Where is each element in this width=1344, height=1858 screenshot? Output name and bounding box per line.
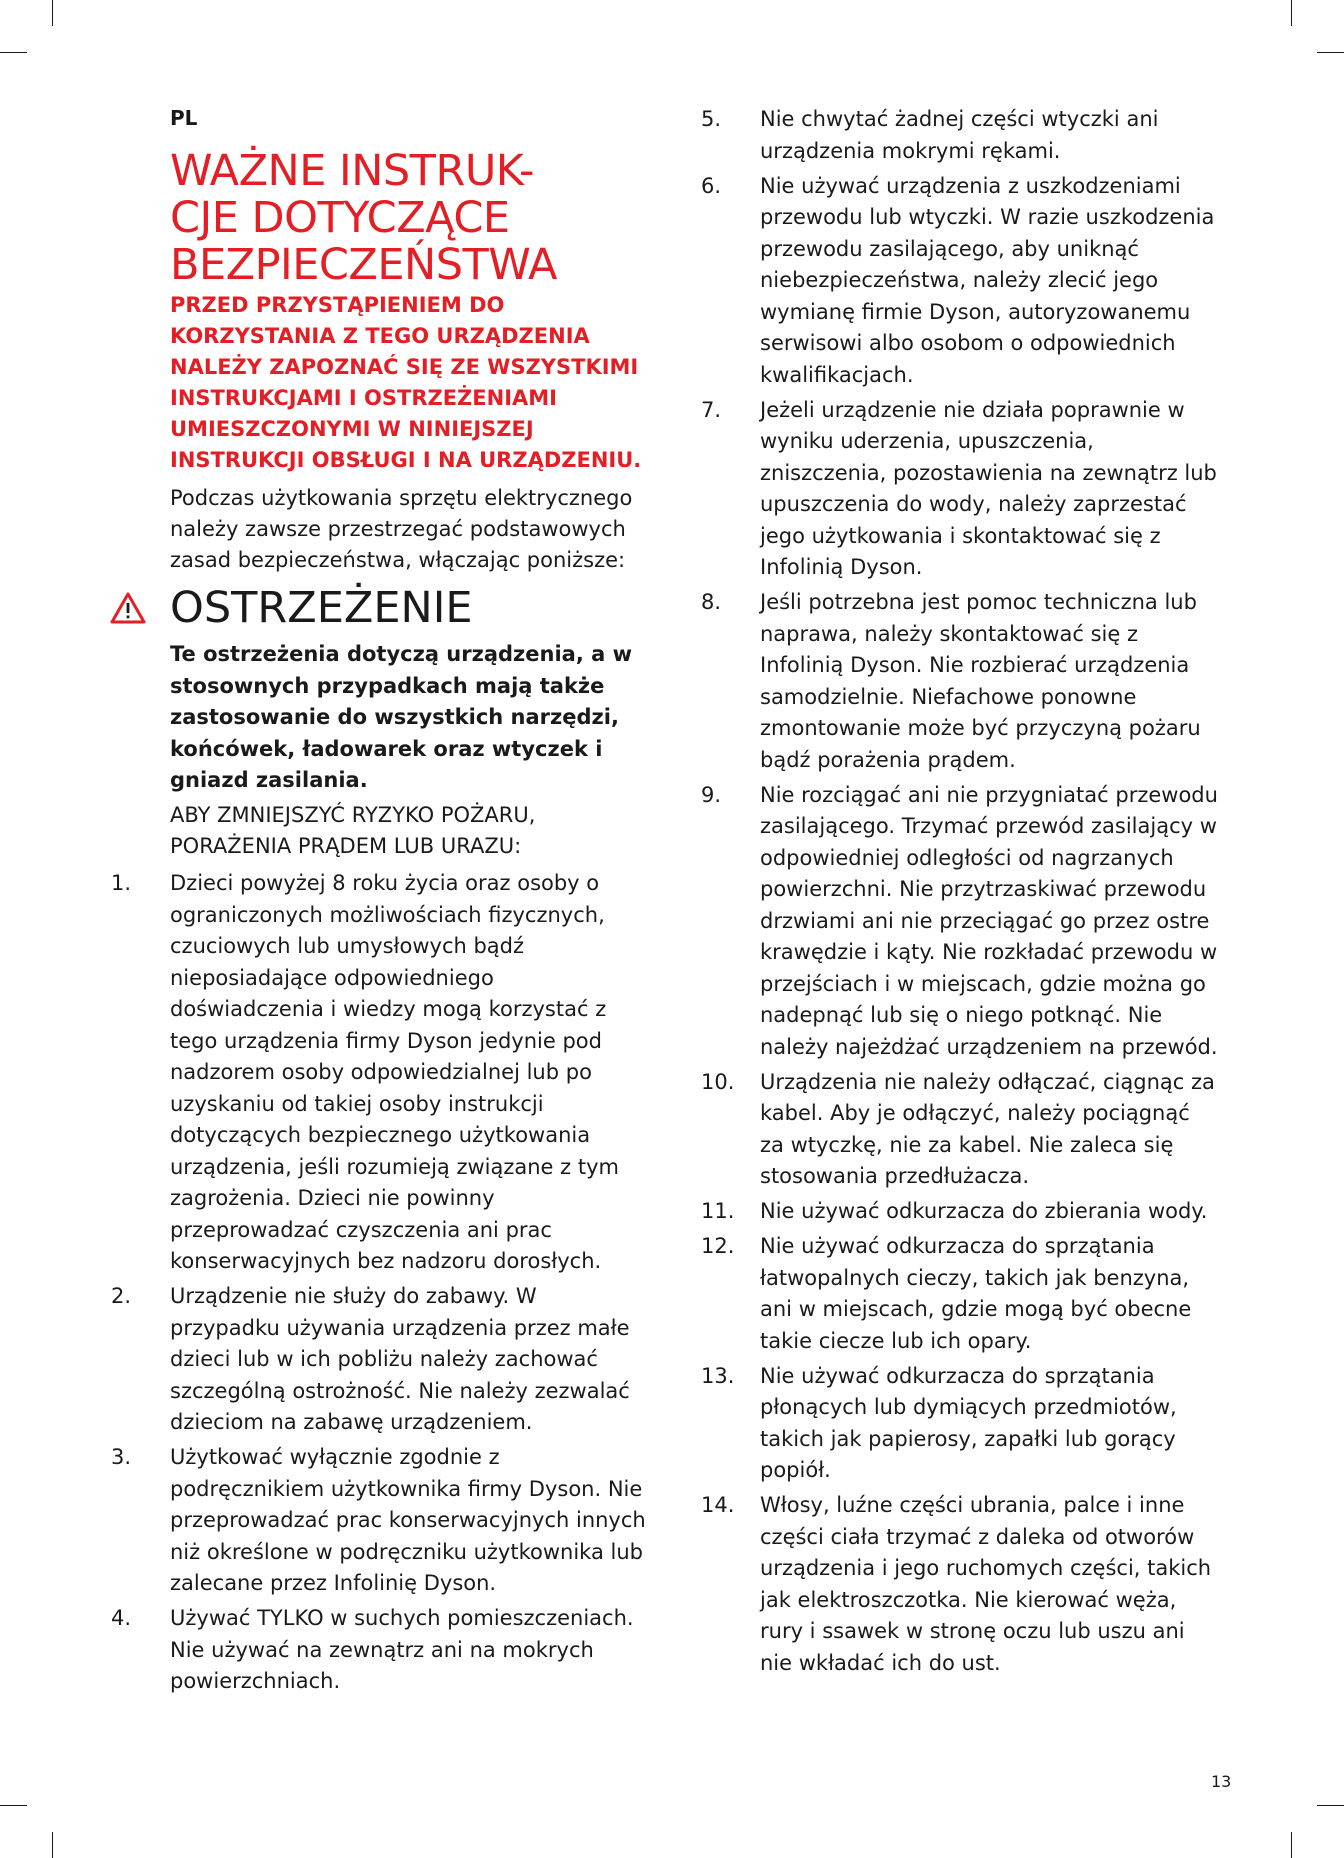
item-number: 9. bbox=[701, 782, 722, 807]
item-text: Użytkować wyłącznie zgodnie z podręcznikiem użytkownika firmy Dyson. Nie przeprowadzać prac konserwacyjnych innych niż określone w podręczniku użytkownika lub zalecane przez Infolinię Dyson. bbox=[170, 1445, 646, 1595]
list-item bbox=[701, 1067, 1220, 1193]
item-number: 7. bbox=[701, 397, 722, 422]
item-number: 8. bbox=[701, 590, 722, 614]
safety-list-left bbox=[111, 868, 651, 1701]
item-text: Nie chwytać żadnej części wtyczki ani urządzenia mokrymi rękami. bbox=[760, 107, 1159, 163]
item-text: Włosy, luźne części ubrania, palce i inne części ciała trzymać z daleka od otworów urządzenia i jego ruchomych części, takich jak elektroszczotka. Nie kierować węża, rury i ssawek w stronę oczu lub uszu ani nie wkładać ich do ust. bbox=[760, 1493, 1212, 1675]
warning-description: Te ostrzeżenia dotyczą urządzenia, a w stosownych przypadkach mają także zastosowanie do wszystkich narzędzi, końcówek, ładowarek oraz wtyczek i gniazd zasilania. bbox=[170, 642, 632, 792]
item-text: Dzieci powyżej 8 roku życia oraz osoby o ograniczonych możliwościach fizycznych, czuciowych lub umysłowych bądź nieposiadające odpowiedniego doświadczenia i wiedzy mogą korzystać z tego urządzenia firmy Dyson jedynie pod nadzorem osoby odpowiedzialnej lub po uzyskaniu od takiej osoby instrukcji dotyczących bezpiecznego użytkowania urządzenia, jeśli rozumieją związane z tym zagrożenia. Dzieci nie powinny przeprowadzać czyszczenia ani prac konserwacyjnych bez nadzoru dorosłych. bbox=[170, 871, 619, 1273]
list-item bbox=[701, 587, 1220, 776]
list-item bbox=[701, 780, 1220, 1064]
item-text: Urządzenia nie należy odłączać, ciągnąc za kabel. Aby je odłączyć, należy pociągnąć za wtyczkę, nie za kabel. Nie zaleca się stosowania przedłużacza. bbox=[760, 1069, 1215, 1188]
list-item bbox=[111, 1603, 651, 1698]
item-number: 11. bbox=[701, 1199, 735, 1223]
item-number: 12. bbox=[701, 1234, 735, 1258]
item-text: Nie używać odkurzacza do sprzątania łatwopalnych cieczy, takich jak benzyna, ani w miejscach, gdzie mogą być obecne takie ciecze lub ich opary. bbox=[760, 1234, 1192, 1353]
list-item bbox=[701, 104, 1220, 167]
list-item bbox=[701, 1196, 1220, 1228]
item-text: Jeśli potrzebna jest pomoc techniczna lub naprawa, należy skontaktować się z Infolinią Dyson. Nie rozbierać urządzenia samodzielnie. Niefachowe ponowne zmontowanie może być przyczyną pożaru bądź porażenia prądem. bbox=[760, 590, 1201, 772]
item-text: Używać TYLKO w suchych pomieszczeniach. Nie używać na zewnątrz ani na mokrych powierzchniach. bbox=[170, 1606, 634, 1693]
item-number: 6. bbox=[701, 173, 722, 198]
item-text: Urządzenie nie służy do zabawy. W przypadku używania urządzenia przez małe dzieci lub w ich pobliżu należy zachować szczególną ostrożność. Nie należy zezwalać dzieciom na zabawę urządzeniem. bbox=[170, 1284, 630, 1434]
crop-mark bbox=[0, 1805, 27, 1806]
safety-preamble: PRZED PRZYSTĄPIENIEM DO KORZYSTANIA Z TEGO URZĄDZENIA NALEŻY ZAPOZNAĆ SIĘ ZE WSZYSTKIMI INSTRUKCJAMI I OSTRZEŻENIAMI UMIESZCZONYMI W NINIEJSZEJ INSTRUKCJI OBSŁUGI I NA URZĄDZENIU. bbox=[170, 293, 642, 472]
page-title: WAŻNE INSTRUK- CJE DOTYCZĄCE BEZPIECZEŃSTWA bbox=[170, 146, 557, 290]
crop-mark bbox=[1317, 1805, 1344, 1806]
list-item bbox=[111, 1442, 651, 1600]
item-text: Nie rozciągać ani nie przygniatać przewodu zasilającego. Trzymać przewód zasilający w odpowiedniej odległości od nagrzanych powierzchni. Nie przytrzaskiwać przewodu drzwiami ani nie przeciągać go przez ostre krawędzie i kąty. Nie rozkładać przewodu w przejściach i w miejscach, gdzie można go nadepnąć lub się o niego potknąć. Nie należy najeżdżać urządzeniem na przewód. bbox=[760, 782, 1218, 1059]
item-text: Nie używać urządzenia z uszkodzeniami przewodu lub wtyczki. W razie uszkodzenia przewodu zasilającego, aby uniknąć niebezpieczeństwa, należy zlecić jego wymianę firmie Dyson, autoryzowanemu serwisowi albo osobom o odpowiednich kwalifikacjach. bbox=[760, 173, 1215, 387]
intro-text: Podczas użytkowania sprzętu elektrycznego należy zawsze przestrzegać podstawowych zasad bezpieczeństwa, włączając poniższe: bbox=[170, 486, 633, 572]
crop-mark bbox=[52, 1832, 53, 1858]
item-number: 3. bbox=[111, 1445, 132, 1469]
reduce-risk-heading: ABY ZMNIEJSZYĆ RYZYKO POŻARU, PORAŻENIA PRĄDEM LUB URAZU: bbox=[170, 803, 536, 858]
crop-mark bbox=[0, 52, 27, 53]
safety-list-right bbox=[701, 104, 1220, 1683]
item-text: Nie używać odkurzacza do zbierania wody. bbox=[760, 1199, 1208, 1223]
item-number: 10. bbox=[701, 1069, 735, 1094]
item-number: 4. bbox=[111, 1606, 132, 1630]
list-item bbox=[701, 1231, 1220, 1357]
item-number: 14. bbox=[701, 1493, 735, 1517]
item-number: 5. bbox=[701, 107, 722, 131]
item-number: 13. bbox=[701, 1363, 735, 1388]
list-item bbox=[701, 395, 1220, 584]
item-text: Jeżeli urządzenie nie działa poprawnie w wyniku uderzenia, upuszczenia, zniszczenia, pozostawienia na zewnątrz lub upuszczenia do wody, należy zaprzestać jego użytkowania i skontaktować się z Infolinią Dyson. bbox=[760, 397, 1217, 579]
warning-triangle-icon bbox=[110, 592, 146, 624]
page-number: 13 bbox=[1211, 1772, 1232, 1791]
item-text: Nie używać odkurzacza do sprzątania płonących lub dymiących przedmiotów, takich jak papierosy, zapałki lub gorący popiół. bbox=[760, 1363, 1177, 1482]
crop-mark bbox=[1291, 0, 1292, 26]
list-item bbox=[111, 868, 651, 1278]
crop-mark bbox=[1291, 1832, 1292, 1858]
list-item bbox=[701, 171, 1220, 392]
list-item bbox=[111, 1281, 651, 1439]
list-item bbox=[701, 1361, 1220, 1487]
list-item bbox=[701, 1490, 1220, 1679]
crop-mark bbox=[1317, 52, 1344, 53]
crop-mark bbox=[52, 0, 53, 26]
warning-heading: OSTRZEŻENIE bbox=[170, 583, 473, 633]
item-number: 2. bbox=[111, 1284, 132, 1308]
item-number: 1. bbox=[111, 871, 132, 895]
language-code: PL bbox=[170, 106, 198, 130]
